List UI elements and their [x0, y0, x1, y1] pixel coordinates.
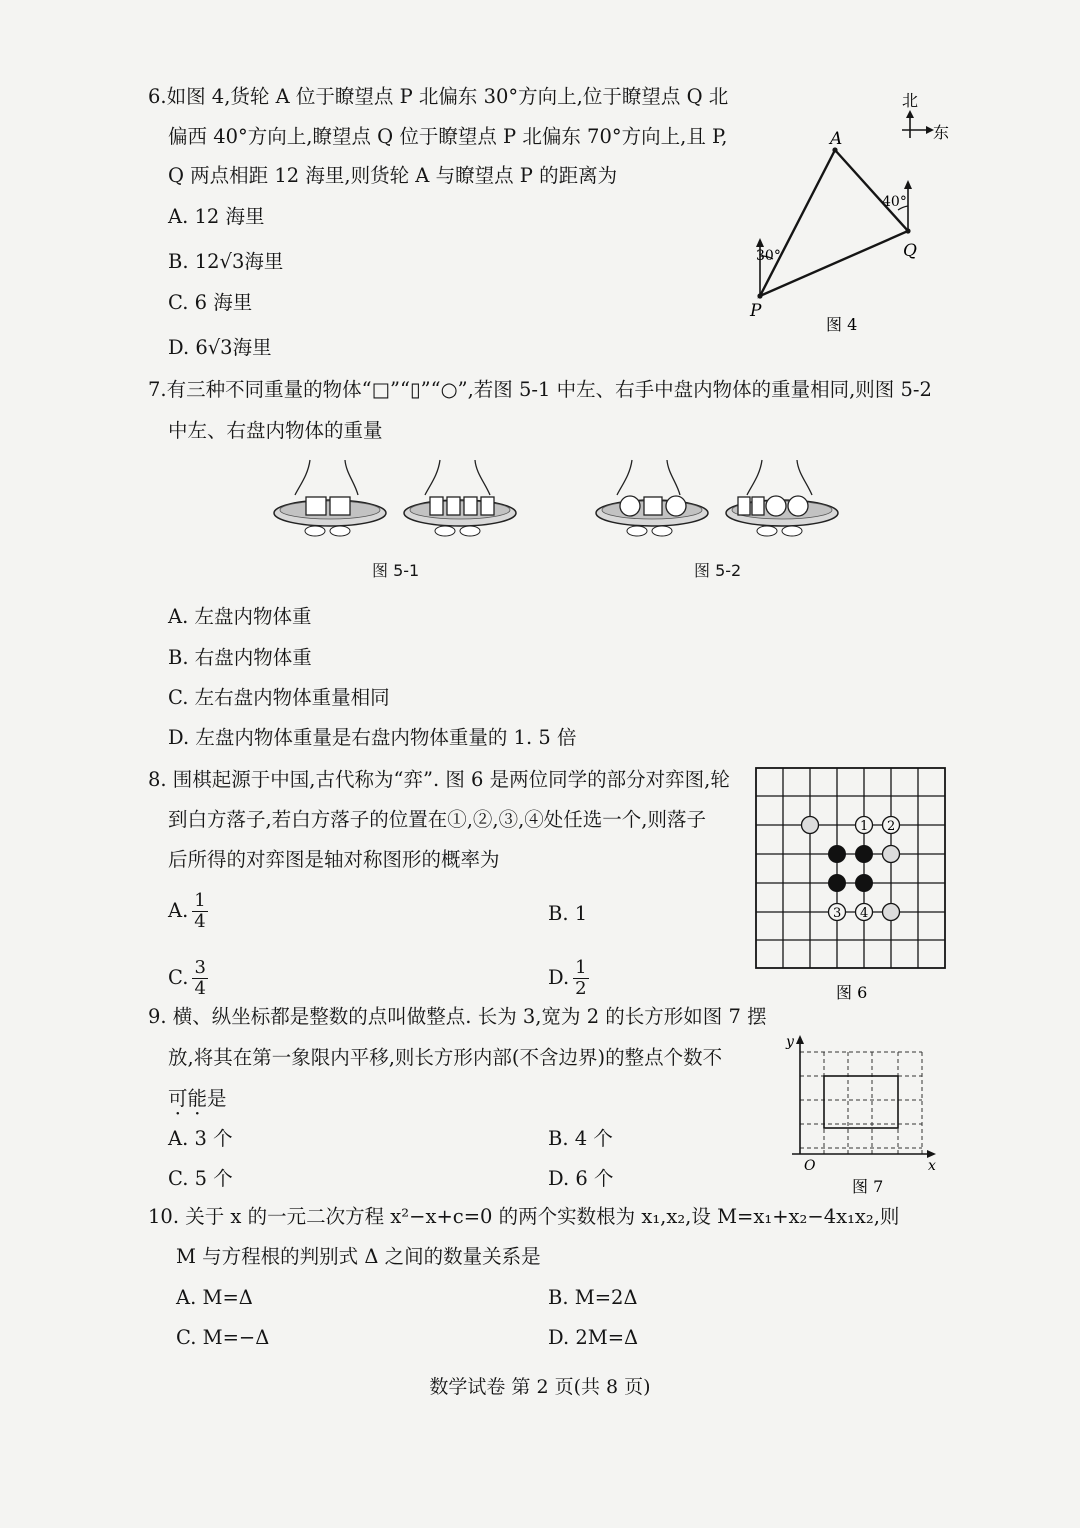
page-footer: 数学试卷 第 2 页(共 8 页) — [429, 1376, 651, 1398]
white-stone — [802, 817, 819, 834]
figure-5-2 — [592, 455, 852, 550]
ball-icon — [766, 496, 786, 516]
angle-40: 40° — [882, 194, 907, 210]
figure-5-2-caption: 图 5-2 — [694, 561, 742, 580]
black-stone — [828, 845, 846, 863]
black-stone — [828, 874, 846, 892]
figure-6-go-board — [752, 765, 952, 1010]
q8-option-d: D. $\frac{1}{2}$ — [548, 957, 587, 999]
cylinder-icon — [447, 497, 460, 515]
figure-4 — [740, 86, 960, 346]
right-plate — [726, 460, 838, 536]
figure-5-1 — [270, 455, 530, 550]
black-stone — [855, 845, 873, 863]
q9-line2: 放,将其在第一象限内平移,则长方形内部(不含边界)的整点个数不 — [168, 1046, 723, 1069]
y-axis-label: y — [786, 1034, 794, 1050]
origin-label: O — [804, 1158, 816, 1174]
q6-option-a: A. 12 海里 — [168, 205, 265, 228]
q8-option-b: B. 1 — [548, 902, 588, 925]
q8-line1: 8. 围棋起源于中国,古代称为“弈”. 图 6 是两位同学的部分对弈图,轮 — [148, 768, 730, 791]
east-label: 东 — [933, 123, 950, 142]
position-2: 2 — [887, 819, 896, 834]
label-a: A — [830, 129, 843, 149]
north-label: 北 — [902, 91, 919, 110]
q7-line2: 中左、右盘内物体的重量 — [168, 419, 383, 442]
q9-option-a: A. 3 个 — [168, 1127, 233, 1150]
q10-line1: 10. 关于 x 的一元二次方程 x²−x+c=0 的两个实数根为 x₁,x₂,设 M=x₁+x₂−4x₁x₂,则 — [148, 1205, 900, 1228]
cylinder-icon — [464, 497, 477, 515]
left-plate — [596, 460, 708, 536]
black-stone — [855, 874, 873, 892]
white-stone — [883, 846, 900, 863]
angle-30: 30° — [756, 248, 781, 264]
position-3: 3 — [833, 906, 842, 921]
compass-icon — [902, 110, 934, 138]
cylinder-icon — [738, 497, 750, 515]
q10-option-b: B. M=2Δ — [548, 1286, 638, 1309]
label-p: P — [750, 301, 762, 321]
figure-6-caption: 图 6 — [836, 983, 868, 1002]
q10-option-d: D. 2M=Δ — [548, 1326, 639, 1349]
q6-option-c: C. 6 海里 — [168, 291, 253, 314]
q6-line2: 偏西 40°方向上,瞭望点 Q 位于瞭望点 P 北偏东 70°方向上,且 P, — [168, 125, 728, 148]
position-4: 4 — [860, 906, 869, 921]
ball-icon — [666, 496, 686, 516]
q10-line2: M 与方程根的判别式 Δ 之间的数量关系是 — [176, 1245, 541, 1268]
q6-option-b: B. 12√3海里 — [168, 250, 284, 273]
x-axis-label: x — [928, 1158, 936, 1174]
cylinder-icon — [481, 497, 494, 515]
q6-line1: 6.如图 4,货轮 A 位于瞭望点 P 北偏东 30°方向上,位于瞭望点 Q 北 — [148, 85, 729, 108]
figure-4-caption: 图 4 — [826, 315, 858, 334]
position-1: 1 — [860, 819, 869, 834]
q6-line3: Q 两点相距 12 海里,则货轮 A 与瞭望点 P 的距离为 — [168, 164, 618, 187]
q7-option-d: D. 左盘内物体重量是右盘内物体重量的 1. 5 倍 — [168, 726, 577, 749]
q7-option-b: B. 右盘内物体重 — [168, 646, 312, 669]
figure-5-1-caption: 图 5-1 — [372, 561, 420, 580]
q7-option-a: A. 左盘内物体重 — [168, 605, 312, 628]
q9-option-c: C. 5 个 — [168, 1167, 233, 1190]
ball-icon — [620, 496, 640, 516]
q9-option-d: D. 6 个 — [548, 1167, 614, 1190]
cylinder-icon — [752, 497, 764, 515]
q8-option-a: A. $\frac{1}{4}$ — [168, 890, 206, 932]
cube-icon — [644, 497, 662, 515]
white-stone — [883, 904, 900, 921]
q8-option-c: C. $\frac{3}{4}$ — [168, 957, 206, 999]
q7-option-c: C. 左右盘内物体重量相同 — [168, 686, 390, 709]
triangle-apq — [760, 150, 908, 296]
figure-7-coordinate-grid — [780, 1030, 950, 1200]
left-plate — [274, 460, 386, 536]
q9-line1: 9. 横、纵坐标都是整数的点叫做整点. 长为 3,宽为 2 的长方形如图 7 摆 — [148, 1005, 767, 1028]
q8-line3: 后所得的对弈图是轴对称图形的概率为 — [168, 848, 500, 871]
q10-option-a: A. M=Δ — [176, 1286, 253, 1309]
cylinder-icon — [430, 497, 443, 515]
right-plate — [404, 460, 516, 536]
figure-7-caption: 图 7 — [852, 1177, 884, 1196]
q10-option-c: C. M=−Δ — [176, 1326, 270, 1349]
q9-line3: 可能是 — [168, 1087, 227, 1110]
cube-icon — [330, 497, 350, 515]
label-q: Q — [903, 241, 917, 261]
ball-icon — [788, 496, 808, 516]
q8-line2: 到白方落子,若白方落子的位置在①,②,③,④处任选一个,则落子 — [168, 808, 706, 831]
q6-option-d: D. 6√3海里 — [168, 336, 272, 359]
rectangle-3x2 — [824, 1076, 898, 1128]
cube-icon — [306, 497, 326, 515]
q7-line1: 7.有三种不同重量的物体“□”“▯”“○”,若图 5-1 中左、右手中盘内物体的重量相同,则图 5-2 — [148, 378, 932, 401]
q9-option-b: B. 4 个 — [548, 1127, 613, 1150]
